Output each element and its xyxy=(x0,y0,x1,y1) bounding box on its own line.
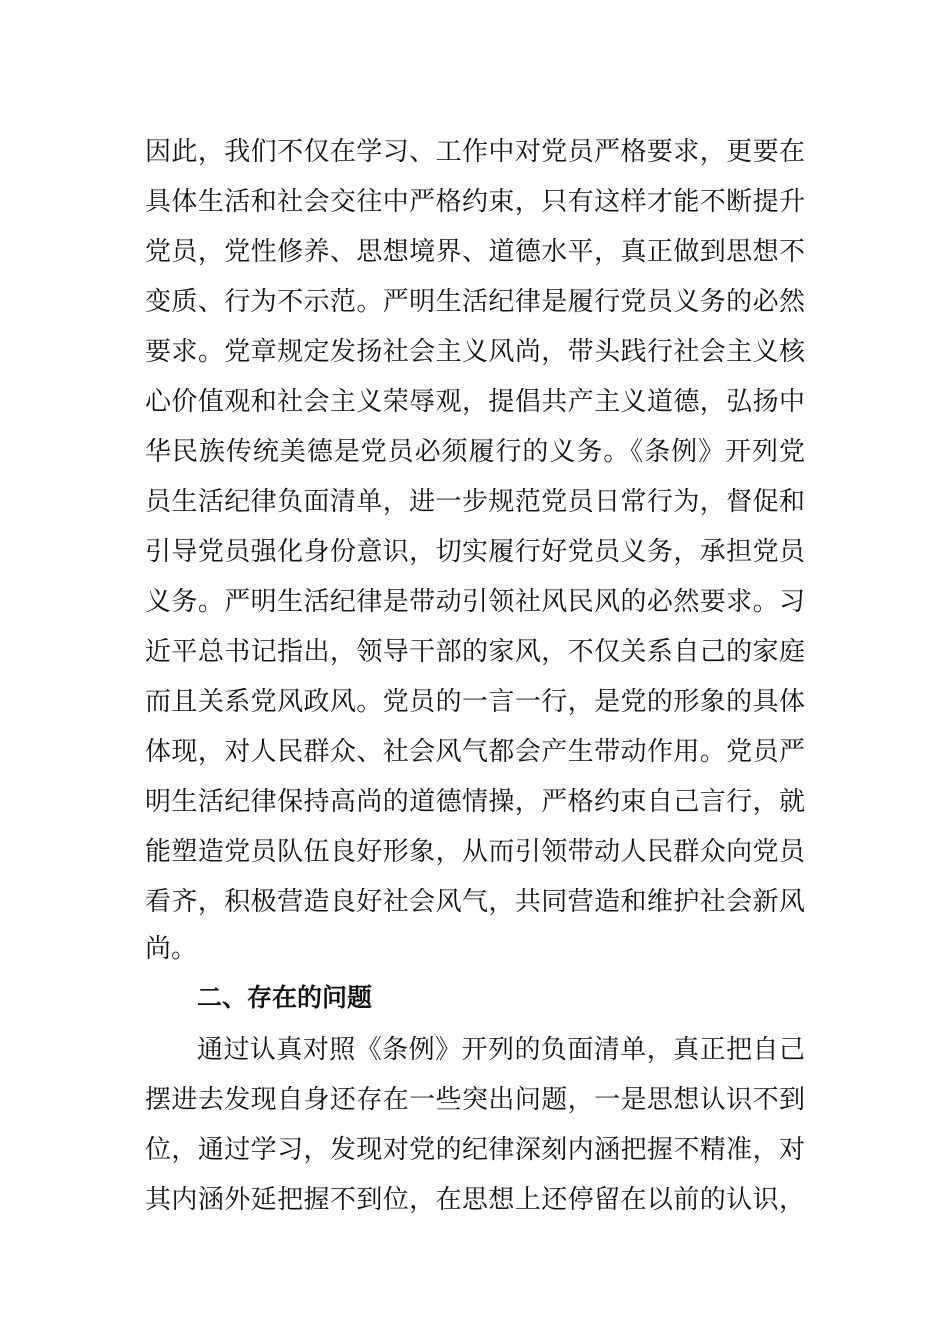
body-text-line: 近平总书记指出，领导干部的家风，不仅关系自己的家庭 xyxy=(145,637,805,667)
body-text-line: 心价值观和社会主义荣辱观，提倡共产主义道德，弘扬中 xyxy=(145,387,805,417)
body-text-line: 要求。党章规定发扬社会主义风尚，带头践行社会主义核 xyxy=(145,337,805,367)
body-text-line: 华民族传统美德是党员必须履行的义务。《条例》开列党 xyxy=(145,437,805,467)
body-text-line: 明生活纪律保持高尚的道德情操，严格约束自己言行，就 xyxy=(145,787,805,817)
body-text-line: 因此，我们不仅在学习、工作中对党员严格要求，更要在 xyxy=(145,137,805,167)
body-text-line: 尚。 xyxy=(145,934,198,964)
body-text-line: 其内涵外延把握不到位，在思想上还停留在以前的认识， xyxy=(145,1185,805,1215)
body-text-line: 义务。严明生活纪律是带动引领社风民风的必然要求。习 xyxy=(145,587,805,617)
body-text-line: 而且关系党风政风。党员的一言一行，是党的形象的具体 xyxy=(145,687,805,717)
body-text-line: 引导党员强化身份意识，切实履行好党员义务，承担党员 xyxy=(145,537,805,567)
body-text-line: 具体生活和社会交往中严格约束，只有这样才能不断提升 xyxy=(145,187,805,217)
body-text-line: 位，通过学习，发现对党的纪律深刻内涵把握不精准，对 xyxy=(145,1135,805,1165)
body-text-line: 通过认真对照《条例》开列的负面清单，真正把自己 xyxy=(197,1035,805,1065)
body-text-line: 党员，党性修养、思想境界、道德水平，真正做到思想不 xyxy=(145,237,805,267)
body-text-line: 看齐，积极营造良好社会风气，共同营造和维护社会新风 xyxy=(145,887,805,917)
body-text-line: 体现，对人民群众、社会风气都会产生带动作用。党员严 xyxy=(145,737,805,767)
body-text-line: 摆进去发现自身还存在一些突出问题，一是思想认识不到 xyxy=(145,1085,805,1115)
body-text-line: 能塑造党员队伍良好形象，从而引领带动人民群众向党员 xyxy=(145,837,805,867)
body-text-line: 变质、行为不示范。严明生活纪律是履行党员义务的必然 xyxy=(145,287,805,317)
section-heading: 二、存在的问题 xyxy=(197,983,373,1012)
body-text-line: 员生活纪律负面清单，进一步规范党员日常行为，督促和 xyxy=(145,487,805,517)
